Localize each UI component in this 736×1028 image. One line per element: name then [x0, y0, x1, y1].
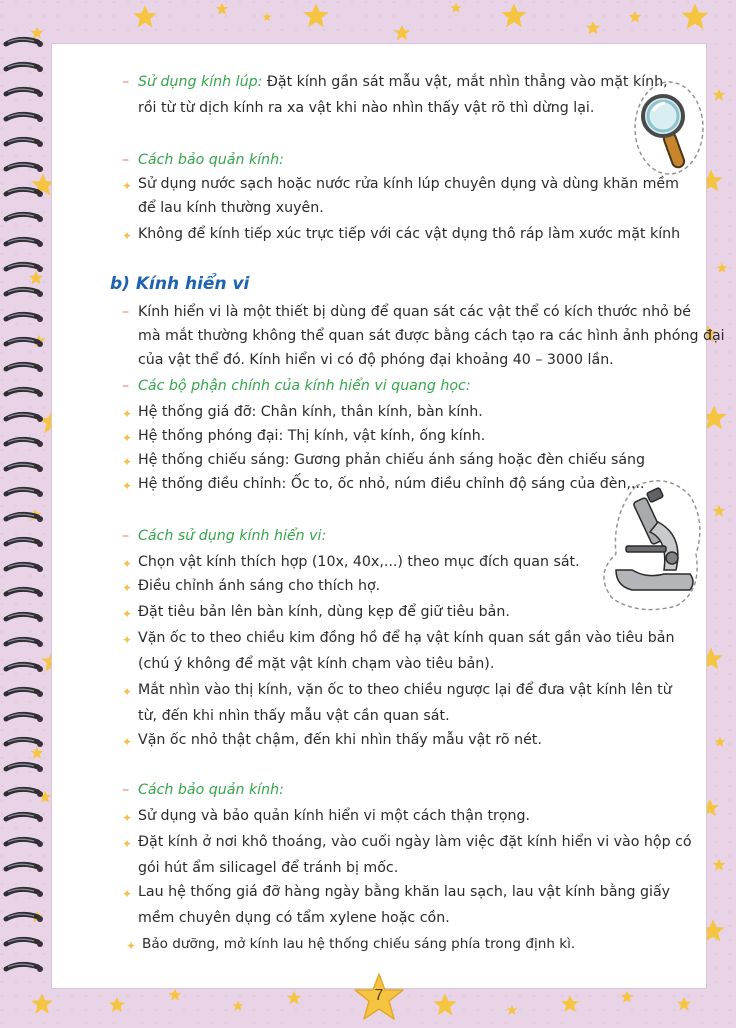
parts-item: Hệ thống chiếu sáng: Gương phản chiếu ánh sáng hoặc đèn chiếu sáng: [138, 452, 646, 468]
care-label: Cách bảo quản kính:: [138, 782, 284, 798]
bullet-icon: ✦: [122, 557, 133, 571]
usage-label: Cách sử dụng kính hiển vi:: [138, 528, 327, 544]
spiral-ring: [6, 789, 43, 797]
bullet-icon: ✦: [122, 455, 133, 469]
bullet-icon: ✦: [122, 229, 133, 243]
dash-marker: –: [122, 378, 130, 394]
usage-item: Điều chỉnh ánh sáng cho thích hợ.: [138, 578, 381, 594]
spiral-ring: [6, 264, 43, 272]
spiral-ring: [6, 664, 43, 672]
care-item: Sử dụng và bảo quản kính hiển vi một cách thận trọng.: [138, 808, 531, 824]
spiral-ring: [6, 739, 43, 747]
dash-marker: –: [122, 152, 130, 168]
intro-line: của vật thể đó. Kính hiển vi có độ phóng đại khoảng 40 – 3000 lần.: [138, 352, 614, 368]
spiral-ring: [6, 189, 43, 197]
usage-paragraph-line: [138, 70, 668, 94]
spiral-ring: [6, 639, 43, 647]
usage-item: Đặt tiêu bản lên bàn kính, dùng kẹp để giữ tiêu bản.: [138, 604, 510, 620]
bullet-icon: ✦: [122, 407, 133, 421]
bullet-icon: ✦: [122, 837, 133, 851]
parts-item: Hệ thống giá đỡ: Chân kính, thân kính, bàn kính.: [138, 404, 483, 420]
spiral-ring: [6, 489, 43, 497]
page-number-badge: [352, 972, 406, 1024]
usage-item: Vặn ốc to theo chiều kim đồng hồ để hạ vật kính quan sát gần vào tiêu bản: [138, 630, 675, 646]
spiral-ring: [6, 314, 43, 322]
care-item: Bảo dưỡng, mở kính lau hệ thống chiếu sáng phía trong định kì.: [142, 936, 576, 952]
care-item: để lau kính thường xuyên.: [138, 200, 324, 216]
bullet-icon: ✦: [122, 581, 133, 595]
bullet-icon: ✦: [126, 939, 137, 953]
care-item: Lau hệ thống giá đỡ hàng ngày bằng khăn lau sạch, lau vật kính bằng giấy: [138, 884, 671, 900]
usage-item: Chọn vật kính thích hợp (10x, 40x,...) theo mục đích quan sát.: [138, 554, 580, 570]
spiral-ring: [6, 64, 43, 72]
spiral-ring: [6, 289, 43, 297]
spiral-ring: [6, 564, 43, 572]
parts-item: Hệ thống điều chỉnh: Ốc to, ốc nhỏ, núm điều chỉnh độ sáng của đèn,...: [138, 476, 645, 492]
bullet-icon: ✦: [122, 607, 133, 621]
spiral-ring: [6, 889, 43, 897]
page-number: 7: [374, 987, 384, 1004]
parts-item: Hệ thống phóng đại: Thị kính, vật kính, ống kính.: [138, 428, 486, 444]
usage-item: từ, đến khi nhìn thấy mẫu vật cần quan sát.: [138, 708, 450, 724]
parts-label: Các bộ phận chính của kính hiển vi quang học:: [138, 378, 471, 394]
usage-item: Vặn ốc nhỏ thật chậm, đến khi nhìn thấy mẫu vật rõ nét.: [138, 732, 542, 748]
bullet-icon: ✦: [122, 685, 133, 699]
spiral-ring: [6, 514, 43, 522]
spiral-ring: [6, 139, 43, 147]
spiral-ring: [6, 364, 43, 372]
bullet-icon: ✦: [122, 479, 133, 493]
magnifying-glass-illustration: [632, 80, 706, 180]
spiral-binding: [0, 30, 50, 990]
section-heading: b) Kính hiển vi: [110, 274, 250, 294]
dash-marker: –: [122, 782, 130, 798]
spiral-ring: [6, 39, 43, 47]
care-item: gói hút ẩm silicagel để tránh bị mốc.: [138, 860, 399, 876]
usage-paragraph-line: rồi từ từ dịch kính ra xa vật khi nào nhìn thấy vật rõ thì dừng lại.: [138, 100, 595, 116]
spiral-ring: [6, 614, 43, 622]
bullet-icon: ✦: [122, 887, 133, 901]
spiral-ring: [6, 414, 43, 422]
bullet-icon: ✦: [122, 811, 133, 825]
spiral-ring: [6, 239, 43, 247]
care-item: Sử dụng nước sạch hoặc nước rửa kính lúp chuyên dụng và dùng khăn mềm: [138, 176, 679, 192]
spiral-ring: [6, 764, 43, 772]
intro-line: Kính hiển vi là một thiết bị dùng để quan sát các vật thể có kích thước nhỏ bé: [138, 304, 691, 320]
spiral-ring: [6, 714, 43, 722]
spiral-ring: [6, 814, 43, 822]
dash-marker: –: [122, 74, 130, 90]
spiral-ring: [6, 939, 43, 947]
spiral-ring: [6, 164, 43, 172]
usage-label: Sử dụng kính lúp:: [138, 74, 263, 90]
spiral-ring: [6, 464, 43, 472]
spiral-ring: [6, 539, 43, 547]
spiral-ring: [6, 589, 43, 597]
care-item: mềm chuyên dụng có tẩm xylene hoặc cồn.: [138, 910, 450, 926]
bullet-icon: ✦: [122, 633, 133, 647]
usage-item: (chú ý không để mặt vật kính chạm vào tiêu bản).: [138, 656, 495, 672]
spiral-ring: [6, 914, 43, 922]
care-item: Đặt kính ở nơi khô thoáng, vào cuối ngày làm việc đặt kính hiển vi vào hộp có: [138, 834, 692, 850]
spiral-ring: [6, 214, 43, 222]
spiral-ring: [6, 839, 43, 847]
spiral-ring: [6, 339, 43, 347]
dash-marker: –: [122, 304, 130, 320]
spiral-ring: [6, 689, 43, 697]
spiral-ring: [6, 389, 43, 397]
spiral-ring: [6, 89, 43, 97]
spiral-ring: [6, 439, 43, 447]
usage-text: Đặt kính gần sát mẫu vật, mắt nhìn thẳng vào mặt kính,: [262, 74, 668, 90]
spiral-ring: [6, 864, 43, 872]
spiral-ring: [6, 114, 43, 122]
care-label: Cách bảo quản kính:: [138, 152, 284, 168]
spiral-ring: [6, 964, 43, 972]
bullet-icon: ✦: [122, 431, 133, 445]
dash-marker: –: [122, 528, 130, 544]
bullet-icon: ✦: [122, 735, 133, 749]
usage-item: Mắt nhìn vào thị kính, vặn ốc to theo chiều ngược lại để đưa vật kính lên từ: [138, 682, 672, 698]
intro-line: mà mắt thường không thể quan sát được bằng cách tạo ra các hình ảnh phóng đại: [138, 328, 725, 344]
bullet-icon: ✦: [122, 179, 133, 193]
care-item: Không để kính tiếp xúc trực tiếp với các vật dụng thô ráp làm xước mặt kính: [138, 226, 681, 242]
